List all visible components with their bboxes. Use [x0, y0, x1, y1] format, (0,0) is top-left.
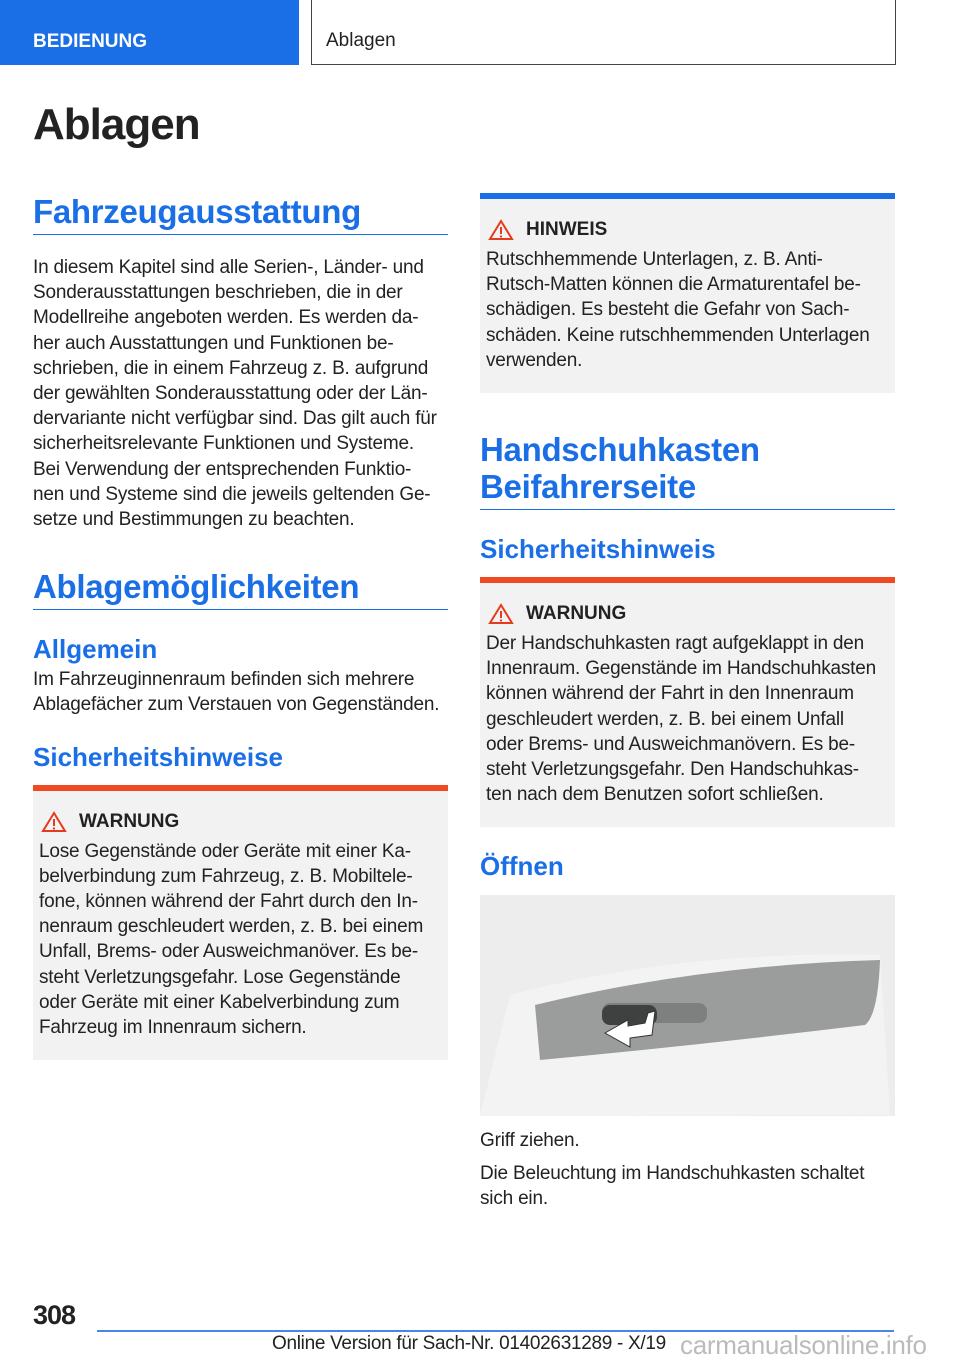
heading-fahrzeugausstattung: Fahrzeugausstattung	[33, 193, 448, 235]
warning-text: Lose Gegenstände oder Geräte mit einer Ka- belverbindung zum Fahrzeug, z. B. Mobiltele- fone, können während der Fahrt durch den In- nenraum geschleudert werden, z. B. bei einem Unfall, Brems- oder Ausweichmanöver. Es be- steht Verletzungsgefahr. Lose Gegenstände oder Geräte mit einer Kabelverbindung zum Fahrzeug im Innenraum sichern.	[39, 840, 424, 1039]
warning-triangle-icon	[488, 603, 514, 625]
heading-handschuhkasten: Handschuhkasten Beifahrerseite	[480, 431, 895, 510]
note-title: HINWEIS	[526, 219, 608, 240]
warning-triangle-icon	[488, 219, 514, 241]
warning-box	[480, 577, 895, 827]
heading-allgemein: Allgemein	[33, 634, 158, 665]
note-box	[480, 193, 895, 393]
watermark: carmanualsonline.info	[680, 1330, 927, 1360]
left-column	[33, 193, 448, 1060]
warning-title: WARNUNG	[526, 603, 627, 625]
heading-sicherheitshinweise: Sicherheitshinweise	[33, 741, 283, 772]
page-title: Ablagen	[33, 100, 200, 149]
chapter-title: Ablagen	[311, 0, 896, 65]
paragraph-allgemein: Im Fahrzeuginnenraum befinden sich mehrere Ablagefächer zum Verstauen von Gegenständen.	[33, 669, 440, 716]
heading-ablagemoeglichkeiten: Ablagemöglichkeiten	[33, 568, 448, 610]
paragraph-beleuchtung: Die Beleuchtung im Handschuhkasten schaltet sich ein.	[480, 1162, 865, 1209]
footer-text: Online Version für Sach-Nr. 01402631289 - X/19	[272, 1333, 666, 1354]
paragraph-griff: Griff ziehen.	[480, 1130, 580, 1152]
note-text: Rutschhemmende Unterlagen, z. B. Anti- Rutsch-Matten können die Armaturentafel be- schädigen. Es besteht die Gefahr von Sach- schäden. Keine rutschhemmenden Unterlagen verwenden.	[486, 249, 870, 371]
warning-title: WARNUNG	[79, 810, 180, 832]
paragraph-fahrzeugausstattung: In diesem Kapitel sind alle Serien-, Länder- und Sonderausstattungen beschrieben, die in der Modellreihe angeboten werden. Es werden da- her auch Ausstattungen und Funktionen be- schrieben, die in einem Fahrzeug z. B. aufgrund der gewählten Sonderausstattung oder der Län- dervariante nicht verfügbar sind. Das gilt auch für sicherheitsrelevante Funktionen und Systeme. Bei Verwendung der entsprechenden Funktio- nen und Systeme sind die jeweils geltenden Ge- setze und Bestimmungen zu beachten.	[33, 257, 437, 531]
warning-box	[33, 785, 448, 1061]
warning-text: Der Handschuhkasten ragt aufgeklappt in den Innenraum. Gegenstände im Handschuhkasten können während der Fahrt in den Innenraum geschleudert werden, z. B. bei einem Unfall oder Brems- und Ausweichmanövern. Es be- steht Verletzungsgefahr. Den Handschuhkas- ten nach dem Benutzen sofort schließen.	[486, 633, 876, 806]
right-column	[480, 193, 895, 1211]
section-tab: BEDIENUNG	[0, 0, 299, 65]
glovebox-illustration	[480, 895, 895, 1116]
heading-sicherheitshinweis: Sicherheitshinweis	[480, 534, 716, 565]
page-number: 308	[33, 1300, 76, 1330]
heading-oeffnen: Öffnen	[480, 851, 564, 882]
warning-triangle-icon	[41, 811, 67, 833]
